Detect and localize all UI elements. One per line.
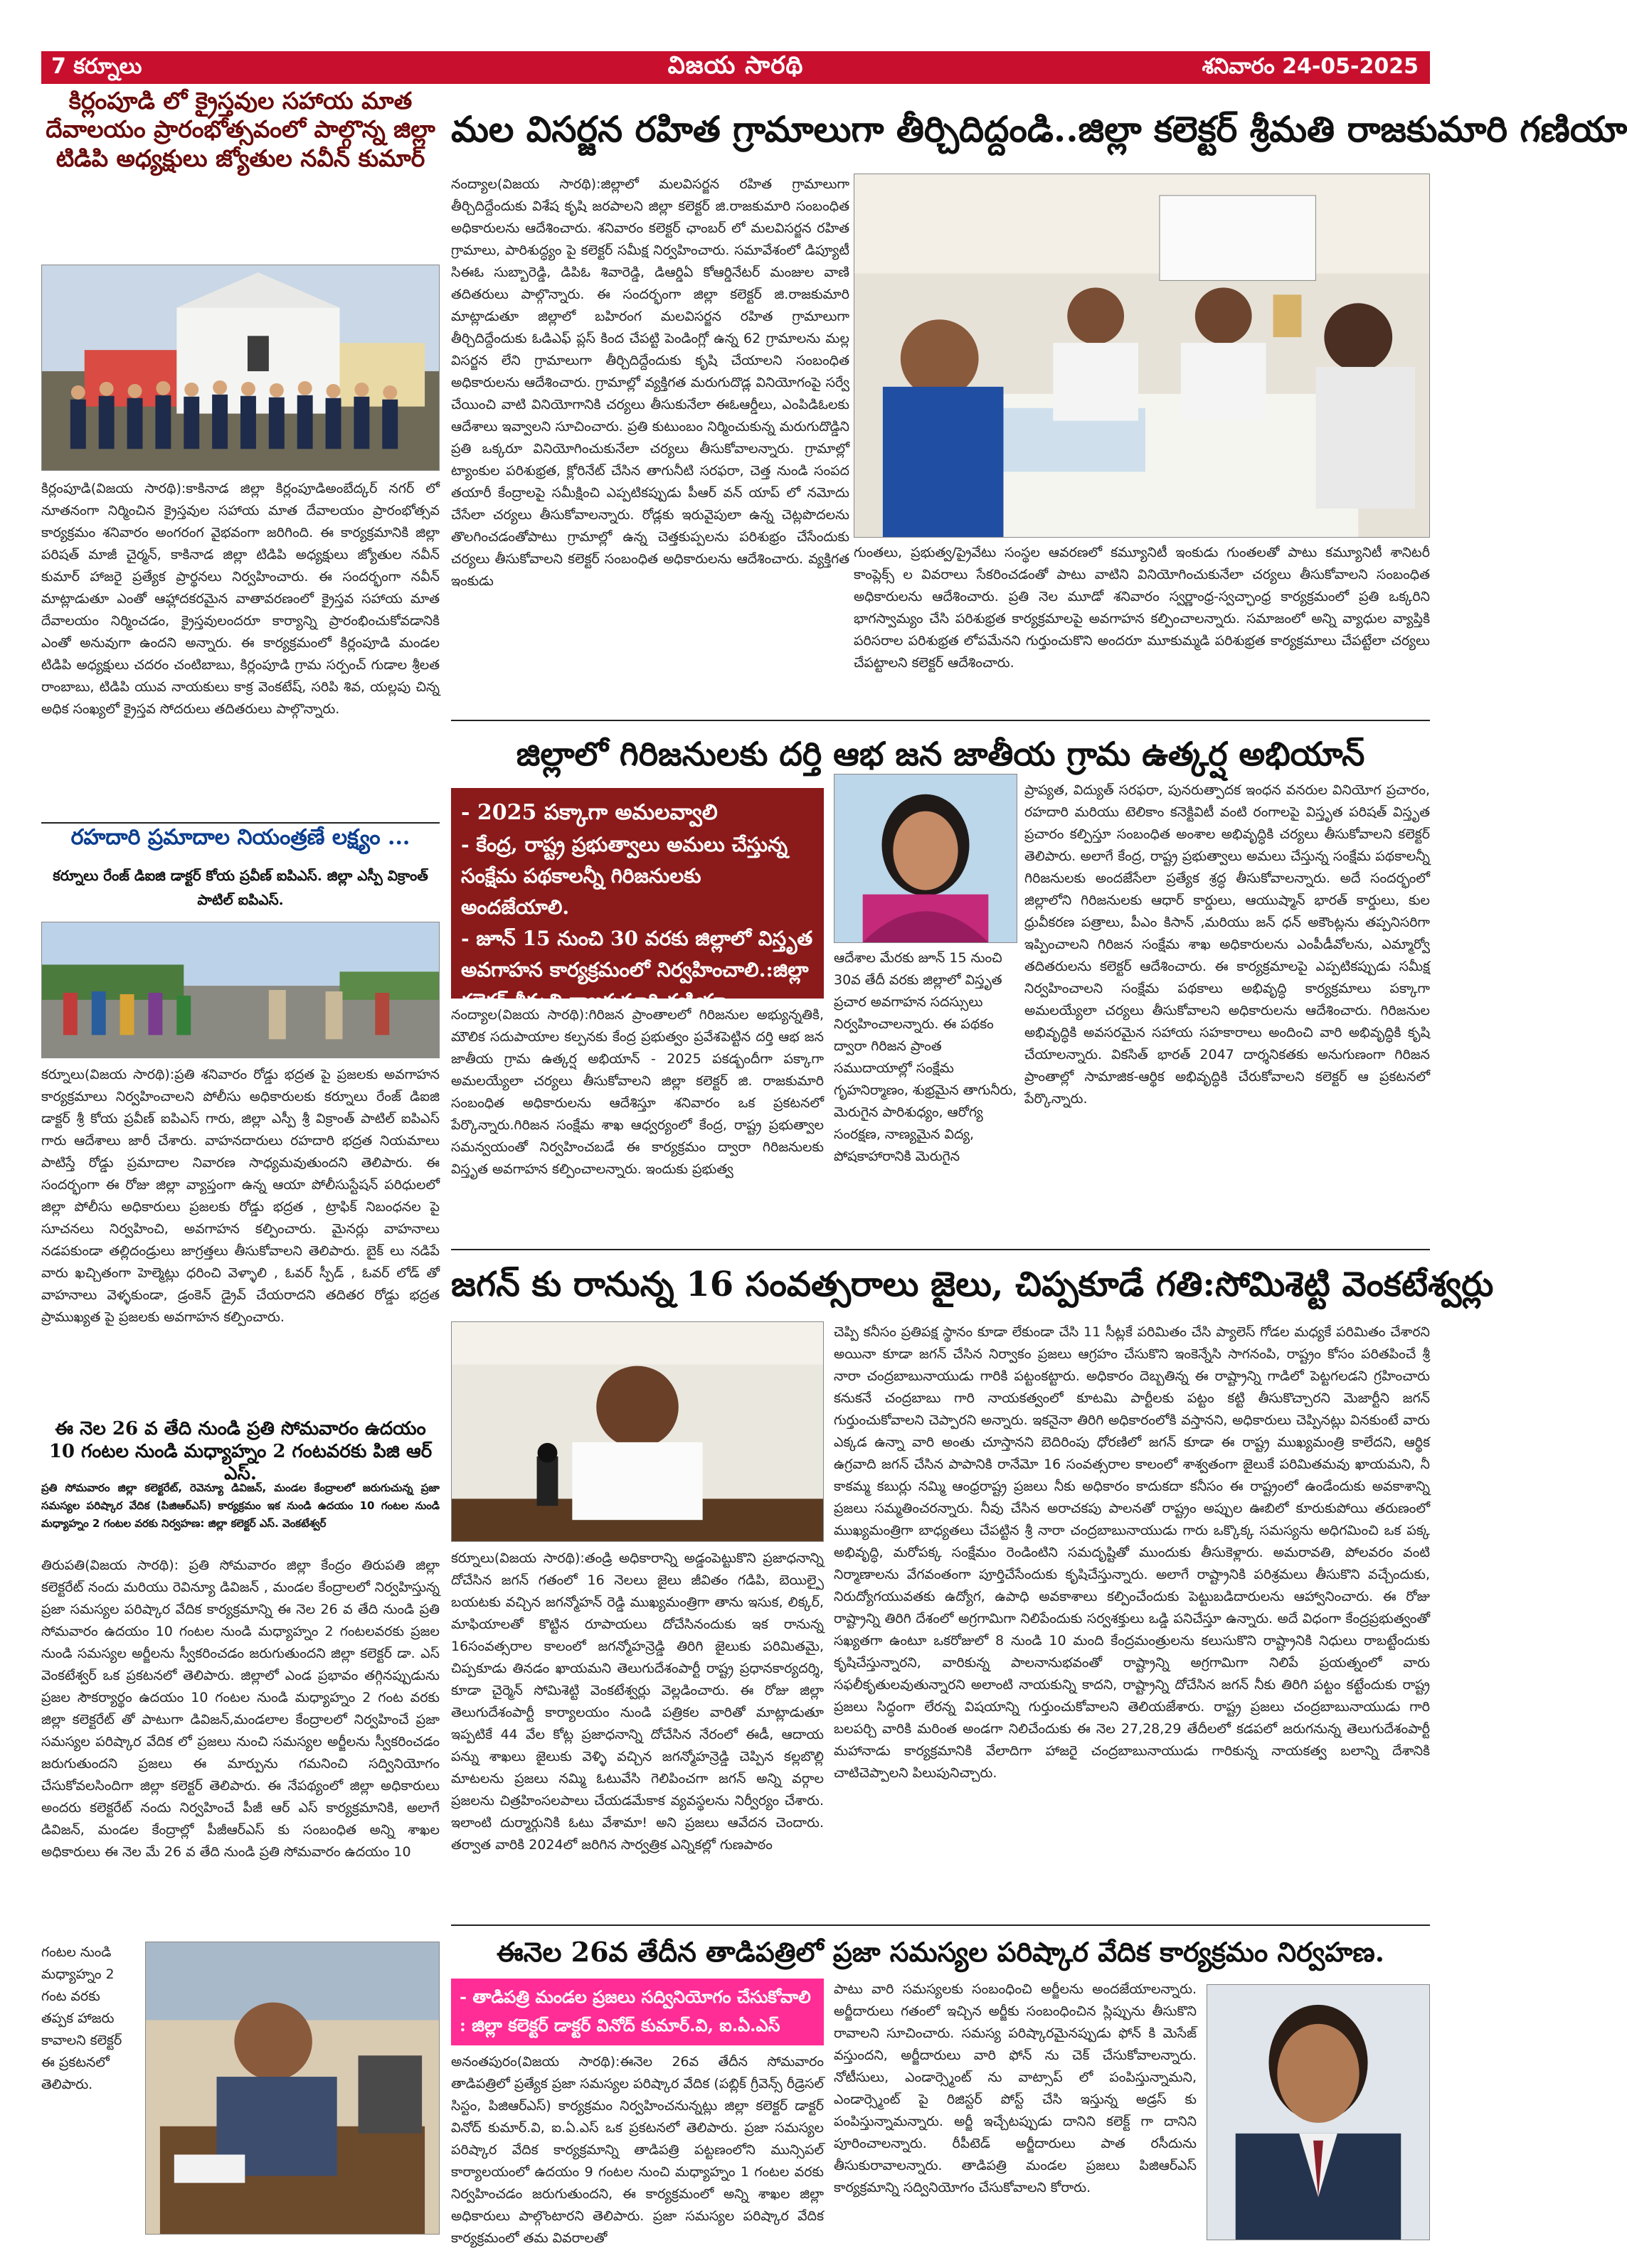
odf-body-right: గుంతలు, ప్రభుత్వ/ప్రైవేటు సంస్థల ఆవరణలో కమ్యూనిటీ ఇంకుడు గుంతలతో పాటు కమ్యూనిటీ శానిటరీ కాంప్లెక్స్ ల వివరాలు సేకరించడంతో పాటు వాటిని వినియోగించుకునేలా చర్యలు తీసుకోవాలని సంబంధిత అధికారులను ఆదేశించారు. ప్రతి నెల మూడో శనివారం స్వర్ణాంధ్ర-స్వచ్ఛాంధ్ర కార్యక్రమంలో ప్రతి ఒక్కరిని భాగస్వామ్యం చేసి పరిశుభ్రత కార్యక్రమాలపై అవగాహన కల్పించాలన్నారు. సమాజంలో అన్ని వ్యాధుల వ్యాప్తికి పరిసరాల పరిశుభ్రత లోపమేనని గుర్తుంచుకొని అందరూ మూకుమ్మడి పరిశుభ్రత కార్యక్రమాలు చేపట్టేలా చర్యలు చేపట్టాలని కలెక్టర్ ఆదేశించారు.	[854, 545, 1430, 671]
church-photo	[41, 265, 440, 471]
collector-portrait-photo	[834, 774, 1017, 943]
review-meeting-icon	[854, 174, 1429, 537]
church-scene-icon	[42, 265, 439, 470]
tadipatri-box-text: - తాడిపత్రి మండల ప్రజలు సద్వినియోగం చేసుకోవాలి : జిల్లా కలెక్టర్ డాక్టర్ వినోద్ కుమార్.వి, ఐ.ఏ.ఎస్	[460, 1986, 811, 2035]
tadipatri-headline: ఈనెల 26వ తేదీన తాడిపత్రిలో ప్రజా సమస్యల పరిష్కార వేదిక కార్యక్రమం నిర్వహణ.	[497, 1936, 1384, 1968]
collector-meeting-photo	[854, 174, 1430, 538]
road-body: కర్నూలు(విజయ సారథి):ప్రతి శనివారం రోడ్డు భద్రత పై ప్రజలకు అవగాహన కార్యక్రమాలు నిర్వహించాలని పోలీసు అధికారులకు కర్నూలు రేంజ్ డిఐజి డాక్టర్ శ్రీ కోయ ప్రవీణ్ ఐపిఎస్ గారు, జిల్లా ఎస్పీ శ్రీ విక్రాంత్ పాటిల్ ఐపిఎస్ గారు ఆదేశాలు జారీ చేశారు. వాహనదారులు రహదారి భద్రత నియమాలు పాటిస్తే రోడ్డు ప్రమాదాల నివారణ సాధ్యమవుతుందని తెలిపారు. ఈ సందర్భంగా ఈ రోజు జిల్లా వ్యాప్తంగా ఉన్న ఆయా పోలీసుస్టేషన్ పరిధులలో జిల్లా పోలీసు అధికారులు ప్రజలకు రోడ్డు భద్రత , ట్రాఫిక్ నిబంధనల పై సూచనలు నిర్వహించి, అవగాహన కల్పించారు. మైనర్లు వాహనాలు నడపకుండా తల్లిదండ్రులు జాగ్రత్తలు తీసుకోవాలని తెలిపారు. బైక్ లు నడిపే వారు ఖచ్చితంగా హెల్మెట్లు ధరించి వెళ్ళాలి , ఓవర్ స్పీడ్ , ఓవర్ లోడ్ తో వాహనాలు వెళ్ళకుండా, డ్రంకెన్ డ్రైవ్ చేయరాదని తదితర రోడ్డు భద్రత ప్రాముఖ్యత పై ప్రజలకు అవగాహన కల్పించారు.	[41, 1067, 440, 1325]
woman-portrait-icon	[834, 774, 1017, 942]
tribal-point-2: - కేంద్ర, రాష్ట్ర ప్రభుత్వాలు అమలు చేస్తున్న సంక్షేమ పథకాలన్నీ గిరిజనులకు అందజేయాలి.	[461, 833, 788, 919]
pgrs-body: తిరుపతి(విజయ సారథి): ప్రతి సోమవారం జిల్లా కేంద్రం తిరుపతి జిల్లా కలెక్టరేట్ నందు మరియు రెవిన్యూ డివిజన్ , మండల కేంద్రాలలో నిర్వహిస్తున్న ప్రజా సమస్యల పరిష్కార వేదిక కార్యక్రమాన్ని ఈ నెల 26 వ తేది నుండి ప్రతి సోమవారం ఉదయం 10 గంటల నుండి మధ్యాహ్నం 2 గంటలవరకు ప్రజల నుండి సమస్యల అర్జీలను స్వీకరించడం జరుగుతుందని జిల్లా కలెక్టర్ డా. ఎస్ వెంకటేశ్వర్ ఒక ప్రకటనలో తెలిపారు. జిల్లాలో ఎండ ప్రభావం తగ్గినప్పుడును ప్రజల సౌకర్యార్థం ఉదయం 10 గంటల నుండి మధ్యాహ్నం 2 గంట వరకు జిల్లా కలెక్టరేట్ తో పాటుగా డివిజన్,మండలాల కేంద్రాలలో నిర్వహించే ప్రజా సమస్యల పరిష్కార వేదిక లో ప్రజలు నుంచి సమస్యల అర్జీలను స్వీకరించడం జరుగుతుందని ప్రజలు ఈ మార్పును గమనించి సద్వినియోగం చేసుకోవలసిందిగా జిల్లా కలెక్టర్ తెలిపారు. ఈ నేపథ్యంలో జిల్లా అధికారులు అందరు కలెక్టరేట్ నందు నిర్వహించే పీజీ ఆర్ ఎస్ కార్యక్రమానికి, అలాగే డివిజన్, మండల కేంద్రాల్లో పీజీఆర్ఎస్ కు సంబంధిత అన్ని శాఖల అధికారులు ఈ నెల మే 26 వ తేది నుండి ప్రతి సోమవారం ఉదయం 10	[41, 1558, 440, 1860]
tirupati-collector-photo	[145, 1942, 440, 2235]
divider	[451, 1249, 1430, 1250]
church-headline: కిర్లంపూడి లో క్రైస్తవుల సహాయ మాత దేవాలయం ప్రారంభోత్సవంలో పాల్గొన్న జిల్లా టిడిపి అధ్యక్షులు జ్యోతుల నవీన్ కుమార్	[46, 87, 435, 172]
jagan-body-left: కర్నూలు(విజయ సారథి):తండ్రి అధికారాన్ని అడ్డంపెట్టుకొని ప్రజాధనాన్ని దోచేసిన జగన్ గతంలో 16 నెలలు జైలు జీవితం గడిపి, బెయిల్పై బయటకు వచ్చిన జగన్మోహన్ రెడ్డి ముఖ్యమంత్రిగా తాను ఇసుక, లిక్కర్, మాఫియాలతో కొట్టిన రూపాయలు దోచేసినందుకు ఇక రానున్న 16సంవత్సరాల కాలంలో జగన్మోహన్రెడ్డి తిరిగి జైలుకు పరిమితమై, చిప్పకూడు తినడం ఖాయమని తెలుగుదేశంపార్టీ రాష్ట్ర ప్రధానకార్యదర్శి, కూడా చైర్మెన్ సోమిశెట్టి వెంకటేశ్వర్లు వెల్లడించారు. ఈ రోజు జిల్లా తెలుగుదేశంపార్టీ కార్యాలయం నుండి పత్రికల వారితో మాట్లాడుతూ ఇప్పటికే 44 వేల కోట్ల ప్రజాధనాన్ని దోచేసిన నేరంలో ఈడీ, ఆదాయ పన్ను శాఖలు జైలుకు వెళ్ళి వచ్చిన జగన్మోహన్రెడ్డి చెప్పిన కల్లబొల్లి మాటలను ప్రజలు నమ్మి ఓటువేసి గెలిపించగా జగన్ అన్ని వర్గాల ప్రజలను చిత్రహింసలపాలు చేయడమేకాక వ్యవస్థలను నిర్వీర్యం చేశారు. ఇలాంటి దుర్మార్గునికి ఓటు వేశామా! అని ప్రజలు ఆవేదన చెందారు. తర్వాత వారికి 2024లో జరిగిన సార్వత్రిక ఎన్నికల్లో గుణపాఠం	[451, 1550, 824, 1853]
tadipatri-body-right: పాటు వారి సమస్యలకు సంబంధించి అర్జీలను అందజేయాలన్నారు. అర్జీదారులు గతంలో ఇచ్చిన అర్జీకు సంబంధించిన స్లిప్పును తీసుకొని రావాలని సూచించారు. సమస్య పరిష్కారమైనప్పుడు ఫోన్ కి మెసేజ్ వస్తుందని, అర్జీదారులు వారి ఫోన్ ను చెక్ చేసుకోవాలన్నారు. నోటీసులు, ఎండార్స్మెంట్ ను వాట్సాప్ లో పంపిస్తున్నామని, ఎండార్స్మెంట్ పై రిజిస్టర్ పోస్ట్ చేసి ఇస్తున్న అడ్రస్ కు పంపిస్తున్నామన్నారు. అర్జీ ఇచ్చేటప్పుడు దానిని కలెక్ట్ గా దానిని పూరించాలన్నారు. రీపీటెడ్ అర్జీదారులు పాత రసీదును తీసుకురావాలన్నారు. తాడిపత్రి మండల ప్రజలు పిజిఆర్ఎస్ కార్యక్రమాన్ని సద్వినియోగం చేసుకోవాలని కోరారు.	[834, 1981, 1197, 2195]
speaker-at-mic-icon	[452, 1322, 823, 1541]
tribal-point-1: - 2025 పక్కాగా అమలవ్వాలి	[461, 800, 718, 825]
pgrs-body-side: గంటల నుండి మధ్యాహ్నం 2 గంట వరకు తప్పక హాజరు కావాలని కలెక్టర్ ఈ ప్రకటనలో తెలిపారు.	[41, 1944, 122, 2092]
tribal-body-left: నంద్యాల(విజయ సారథి):గిరిజన ప్రాంతాలలో గిరిజనుల అభ్యున్నతికి, మౌలిక సదుపాయాల కల్పనకు కేంద్ర ప్రభుత్వం ప్రవేశపెట్టిన దర్తి ఆభ జన జాతీయ గ్రామ ఉత్కర్ష అభియాన్ - 2025 పకడ్బందీగా పక్కాగా అమలయ్యేలా చర్యలు తీసుకోవాలని జిల్లా కలెక్టర్ జి. రాజకుమారి సంబంధిత అధికారులను ఆదేశిస్తూ శనివారం ఒక ప్రకటనలో పేర్కొన్నారు.గిరిజన సంక్షేమ శాఖ ఆధ్వర్యంలో కేంద్ర, రాష్ట్ర ప్రభుత్వాల సమన్వయంతో నిర్వహించబడే ఈ కార్యక్రమం ద్వారా గిరిజనులకు విస్తృత అవగాహన కల్పించాలన్నారు. ఇందుకు ప్రభుత్వ	[451, 1007, 824, 1177]
somisetti-press-photo	[451, 1321, 824, 1542]
odf-body-left: నంద్యాల(విజయ సారథి):జిల్లాలో మలవిసర్జన రహిత గ్రామాలుగా తీర్చిదిద్దేందుకు విశేష కృషి జరపాలని జిల్లా కలెక్టర్ జి.రాజకుమారి సంబంధిత అధికారులను ఆదేశించారు. శనివారం కలెక్టర్ ఛాంబర్ లో మలవిసర్జన రహిత గ్రామాలు, పారిశుద్ధ్యం పై కలెక్టర్ సమీక్ష నిర్వహించారు. సమావేశంలో డిప్యూటీ సిఈఓ సుబ్బారెడ్డి, డిపిఓ శివారెడ్డి, డిఆర్డిఏ కోఆర్డినేటర్ మంజుల వాణి తదితరులు పాల్గొన్నారు. ఈ సందర్భంగా జిల్లా కలెక్టర్ జి.రాజకుమారి మాట్లాడుతూ జిల్లాలో బహిరంగ మలవిసర్జన రహిత గ్రామాలుగా తీర్చిదిద్దేందుకు ఓడిఎఫ్ ప్లస్ కింద చేపట్టి పెండింగ్లో ఉన్న 62 గ్రామాలను మల్ల విసర్జన లేని గ్రామాలుగా తీర్చిదిద్దేందుకు కృషి చేయాలని సంబంధిత అధికారులను ఆదేశించారు. గ్రామాల్లో వ్యక్తిగత మరుగుదొడ్ల వినియోగంపై సర్వే చేయించి వాటి వినియోగానికి చర్యలు తీసుకునేలా ఈఓఆర్డీలు, ఎంపిడిఓలకు ఆదేశాలు ఇవ్వాలని సూచించారు. ప్రతి కుటుంబం నిర్మించుకున్న మరుగుదొడ్డిని ప్రతి ఒక్కరూ వినియోగించుకునేలా చర్యలు తీసుకోవాలన్నారు. గ్రామాల్లో ట్యాంకుల పరిశుభ్రత, క్లోరినేట్ చేసిన తాగునీటి సరఫరా, చెత్త నుండి సంపద తయారీ కేంద్రాలపై సమీక్షించి ఎప్పటికప్పుడు పీఆర్ వన్ యాప్ లో నమోదు చేసేలా చర్యలు తీసుకోవాలన్నారు. రోడ్లకు ఇరువైపులా ఉన్న చెట్లపొదలను తొలగించడంతోపాటు గ్రామాల్లో ఉన్న చెత్తకుప్పలను పరిశుభ్రం చేసేందుకు చర్యలు తీసుకోవాలని కలెక్టర్ సంబంధిత అధికారులను ఆదేశించారు. వ్యక్తిగత ఇంకుడు	[451, 176, 849, 589]
divider	[451, 720, 1430, 721]
road-subhead: కర్నూలు రేంజ్ డిఐజి డాక్టర్ కోయ ప్రవీణ్ ఐపిఎస్. జిల్లా ఎస్పీ విక్రాంత్ పాటిల్ ఐపిఎస్.	[53, 867, 428, 908]
divider	[41, 822, 440, 824]
tadipatri-body-left: అనంతపురం(విజయ సారథి):ఈనెల 26వ తేదీన సోమవారం తాడిపత్రిలో ప్రత్యేక ప్రజా సమస్యల పరిష్కార వేదిక (పబ్లిక్ గ్రీవెన్స్ రీడ్రెసల్ సిస్టం, పిజిఆర్ఎస్) కార్యక్రమం నిర్వహించనున్నట్లు జిల్లా కలెక్టర్ డాక్టర్ వినోద్ కుమార్.వి, ఐ.ఏ.ఎస్ ఒక ప్రకటనలో తెలిపారు. ప్రజా సమస్యల పరిష్కార వేదిక కార్యక్రమాన్ని తాడిపత్రి పట్టణంలోని మున్సిపల్ కార్యాలయంలో ఉదయం 9 గంటల నుంచి మధ్యాహ్నం 1 గంటల వరకు నిర్వహించడం జరుగుతుందని, ఈ కార్యక్రమంలో అన్ని శాఖల జిల్లా అధికారులు పాల్గొంటారని తెలిపారు. ప్రజా సమస్యల పరిష్కార వేదిక కార్యక్రమంలో తమ వివరాలతో	[451, 2054, 824, 2246]
page-label: 7 కర్నూలు	[51, 54, 142, 79]
issue-date: శనివారం 24-05-2025	[1202, 54, 1419, 79]
collector-at-desk-icon	[146, 1942, 439, 2234]
road-headline: రహదారి ప్రమాదాల నియంత్రణే లక్ష్యం ...	[70, 825, 410, 850]
tribal-highlight-box	[451, 788, 824, 1013]
anantapur-collector-portrait	[1207, 1984, 1430, 2240]
pgrs-headline: ఈ నెల 26 వ తేది నుండి ప్రతి సోమవారం ఉదయం 10 గంటల నుండి మధ్యాహ్నం 2 గంటవరకు పిజి ఆర్ ఎస్.	[48, 1418, 433, 1485]
divider	[451, 1924, 1430, 1926]
odf-headline: మల విసర్జన రహిత గ్రామాలుగా తీర్చిదిద్దండి..జిల్లా కలెక్టర్ శ్రీమతి రాజకుమారి గణియా	[451, 108, 1627, 150]
paper-name: విజయ సారథి	[667, 51, 804, 80]
jagan-body-right: చెప్పి కనీసం ప్రతిపక్ష స్థానం కూడా లేకుండా చేసి 11 సీట్లకే పరిమితం చేసి ప్యాలెస్ గోడల మధ్యకే పరిమితం చేశారని అయినా కూడా జగన్ చేసిన నిర్వాకం ప్రజలు ఆగ్రహం చేసుకొని ఇంకెన్నేసి సాగనంపి, రాష్ట్రం కోసం పరితపించే శ్రీ నారా చంద్రబాబునాయుడు గారికి పట్టంకట్టారు. అధికారం దెబ్బతిన్న ఈ రాష్ట్రాన్ని గాడిలో పెట్టగలడని గ్రహించారు కనుకనే చంద్రబాబు గారి నాయకత్వంలో కూటమి పార్టీలకు పట్టం కట్టి తీసుకొచ్చారని మెజార్టీని జగన్ గుర్తుంచుకోవాలని చెప్పారని అన్నారు. ఇకనైనా తిరిగి అధికారంలోకి వస్తానని, అధికారులు చెప్పినట్లు వినకుంటే వారు ఎక్కడ ఉన్నా వారి అంతు చూస్తానని బెదిరింపు ధోరణిలో జగన్ కూడా ఈ రాష్ట్ర ముఖ్యమంత్రి కాలేదని, ఆర్థిక ఉగ్రవాది జగన్ చేసిన పాపానికి రానేమో 16 సంవత్సరాల కాలంలో శాశ్వతంగా జైలుకే పరిమితమవు ఖాయమని, నీ కాకమ్మ కబుర్లు నమ్మి ఆంధ్రరాష్ట్ర ప్రజలు నీకు అధికారం కాదుకదా కనీసం ఈ రాష్ట్రంలో ఉండేందుకు అవకాశాన్ని ప్రజలు సమ్మతించరన్నారు. నీవు చేసిన అరాచకపు పాలనతో రాష్ట్రం అప్పుల ఊబిలో కూరుకుపోయి తరుణంలో ముఖ్యమంత్రిగా బాధ్యతలు చేపట్టిన శ్రీ నారా చంద్రబాబునాయుడు గారు ఒక్కొక్క సమస్యను అధిగమించి ఒక పక్క అభివృద్ధి, మరోపక్క సంక్షేమం రెండింటిని సమదృష్టితో ముందుకు తీసుకెళ్లారు. అమరావతి, పోలవరం వంటి నిర్మాణాలను వేగవంతంగా పూర్తిచేసేందుకు కృషిచేస్తున్నారు. అలాగే రాష్ట్రానికి పరిశ్రమలు తీసుకొని వచ్చేందుకు, నిరుద్యోగయువతకు ఉద్యోగ, ఉపాధి అవకాశాలు కల్పించేందుకు పెట్టుబడిదారులను ఆహ్వానించారు. ఈ రోజు రాష్ట్రాన్ని తిరిగి దేశంలో అగ్రగామిగా నిలిపేందుకు సర్వశక్తులు ఒడ్డి పనిచేస్తూ ఉన్నారు. అదే విధంగా కేంద్రప్రభుత్వంతో సఖ్యతగా ఉంటూ ఒకరోజులో 8 నుండి 10 మంది కేంద్రమంత్రులను కలుసుకొని రాష్ట్రానికి నిధులు రాబట్టేందుకు కృషిచేస్తున్నారని, వారికున్న పాలనానుభవంతో రాష్ట్రాన్ని అగ్రగామిగా నిలిపే ప్రయత్నంలో వారు సఫలీకృతులవుతున్నారని అలాంటి నాయకున్ని కాదని, రాష్ట్రాన్ని దోచేసిన జగన్ నీకు తిరిగి పట్టం కట్టేందుకు రాష్ట్ర ప్రజలు సిద్ధంగా లేరన్న విషయాన్ని గుర్తుంచుకోవాలని తెలియజేశారు. రాష్ట్ర ప్రజలు చంద్రబాబునాయుడు గారి బలపర్చి వారికి మరింత అండగా నిలిచేందుకు ఈ నెల 27,28,29 తేదీలలో కడపలో జరుగనున్న తెలుగుదేశంపార్టీ మహానాడు కార్యక్రమానికి వేలాదిగా హాజరై చంద్రబాబునాయుడు గారికున్న నాయకత్వ బలాన్ని దేశానికి చాటిచెప్పాలని పిలుపునిచ్చారు.	[834, 1324, 1430, 1781]
tribal-body-mid: ఆదేశాల మేరకు జూన్ 15 నుంచి 30వ తేదీ వరకు జిల్లాలో విస్తృత ప్రచార అవగాహన సదస్సులు నిర్వహించాలన్నారు. ఈ పథకం ద్వారా గిరిజన ప్రాంత సముదాయాల్లో సంక్షేమ గృహనిర్మాణం, శుభ్రమైన తాగునీరు, మెరుగైన పారిశుధ్యం, ఆరోగ్య సంరక్షణ, నాణ్యమైన విద్య, పోషకాహారానికి మెరుగైన	[834, 950, 1017, 1164]
road-awareness-photo	[41, 922, 440, 1058]
tribal-body-right: ప్రాప్యత, విద్యుత్ సరఫరా, పునరుత్పాదక ఇంధన వనరుల వినియోగ ప్రచారం, రహదారి మరియు టెలికాం కనెక్టివిటీ వంటి రంగాలపై విస్తృత పరిషత్ విస్తృత ప్రచారం కల్పిస్తూ సంబంధిత అంశాల అభివృద్ధికి చర్యలు తీసుకోవాలని కలెక్టర్ తెలిపారు. అలాగే కేంద్ర, రాష్ట్ర ప్రభుత్వాలు అమలు చేస్తున్న సంక్షేమ పథకాలన్నీ గిరిజనులకు అందజేసేలా ప్రత్యేక శ్రద్ధ తీసుకోవాలన్నారు. అదే సందర్భంలో జిల్లాలోని గిరిజనులకు ఆధార్ కార్డులు, ఆయుష్మాన్ భారత్ కార్డులు, కుల ధ్రువీకరణ పత్రాలు, పీఎం కిసాన్ ,మరియు జన్ ధన్ అకౌంట్లను తప్పనిసరిగా ఇప్పించాలని గిరిజన సంక్షేమ శాఖ అధికారులను ఎంపీడీవోలను, ఎమ్మార్వో తదితరులను కలెక్టర్ ఆదేశించారు. ఈ కార్యక్రమాలపై ఎప్పటికప్పుడు సమీక్ష నిర్వహించాలని సంక్షేమ పథకాలు అభివృద్ధి కార్యక్రమాలు పక్కాగా అమలయ్యేలా చర్యలు తీసుకోవాలని అధికారులను ఆదేశించారు. గిరిజనుల అభివృద్ధికి అవసరమైన సహాయ సహకారాలు అందించి వారి అభివృద్ధికి కృషి చేయాలన్నారు. వికసిత్ భారత్ 2047 దార్శనికతకు అనుగుణంగా గిరిజన ప్రాంతాల్లో సామాజిక-ఆర్థిక అభివృద్ధికి చేరుకోవాలని కలెక్టర్ ఆ ప్రకటనలో పేర్కొన్నారు.	[1024, 782, 1430, 1107]
jagan-headline: జగన్ కు రానున్న 16 సంవత్సరాలు జైలు, చిప్పకూడే గతి:సోమిశెట్టి వెంకటేశ్వర్లు	[451, 1265, 1494, 1304]
tribal-headline: జిల్లాలో గిరిజనులకు దర్తి ఆభ జన జాతీయ గ్రామ ఉత్కర్ష అభియాన్	[516, 735, 1365, 773]
tribal-point-3: - జూన్ 15 నుంచి 30 వరకు జిల్లాలో విస్తృత అవగాహన కార్యక్రమంలో నిర్వహించాలి.:జిల్లా కలెక్టర్ శ్రీమతి రాజకుమారి గణియా.	[461, 927, 813, 1013]
pgrs-subhead: ప్రతి సోమవారం జిల్లా కలెక్టరేట్, రెవెన్యూ డివిజన్, మండల కేంద్రాలలో జరుగుచున్న ప్రజా సమస్యల పరిష్కార వేదిక (పిజిఆర్ఎస్) కార్యక్రమం ఇక నుండి ఉదయం 10 గంటల నుండి మధ్యాహ్నం 2 గంటల వరకు నిర్వహణ: జిల్లా కలెక్టర్ ఎస్. వెంకటేశ్వర్	[41, 1481, 440, 1530]
church-body: కిర్లంపూడి(విజయ సారథి):కాకినాడ జిల్లా కిర్లంపూడిఅంబేద్కర్ నగర్ లో నూతనంగా నిర్మించిన క్రైస్తవుల సహాయ మాత దేవాలయం ప్రారంభోత్సవ కార్యక్రమం శనివారం అంగరంగ వైభవంగా జరిగింది. ఈ కార్యక్రమానికి జిల్లా పరిషత్ మాజీ చైర్మన్, కాకినాడ జిల్లా టిడిపి అధ్యక్షులు జ్యోతుల నవీన్ కుమార్ హాజరై ప్రత్యేక ప్రార్థనలు నిర్వహించారు. ఈ సందర్భంగా నవీన్ మాట్లాడుతూ ఎంతో ఆహ్లాదకరమైన వాతావరణంలో క్రైస్తవ సహాయ మాత దేవాలయం నిర్మించడం, క్రైస్తవులందరూ కార్యాన్ని ప్రారంభించుకోవడానికి ఎంతో అనువుగా ఉందని అన్నారు. ఈ కార్యక్రమంలో కిర్లంపూడి మండల టిడిపి అధ్యక్షులు చదరం చంటిబాబు, కిర్లంపూడి గ్రామ సర్పంచ్ గుడాల శ్రీలత రాంబాబు, టిడిపి యువ నాయకులు కాక్ర వెంకటేష్, సరిపి శివ, యల్లపు చిన్న అధిక సంఖ్యలో క్రైస్తవ సోదరులు తదితరులు పాల్గొన్నారు.	[41, 481, 440, 717]
road-scene-icon	[42, 922, 439, 1058]
masthead-bar	[41, 51, 1430, 84]
man-portrait-icon	[1207, 1985, 1429, 2240]
tadipatri-highlight-box	[451, 1979, 824, 2045]
